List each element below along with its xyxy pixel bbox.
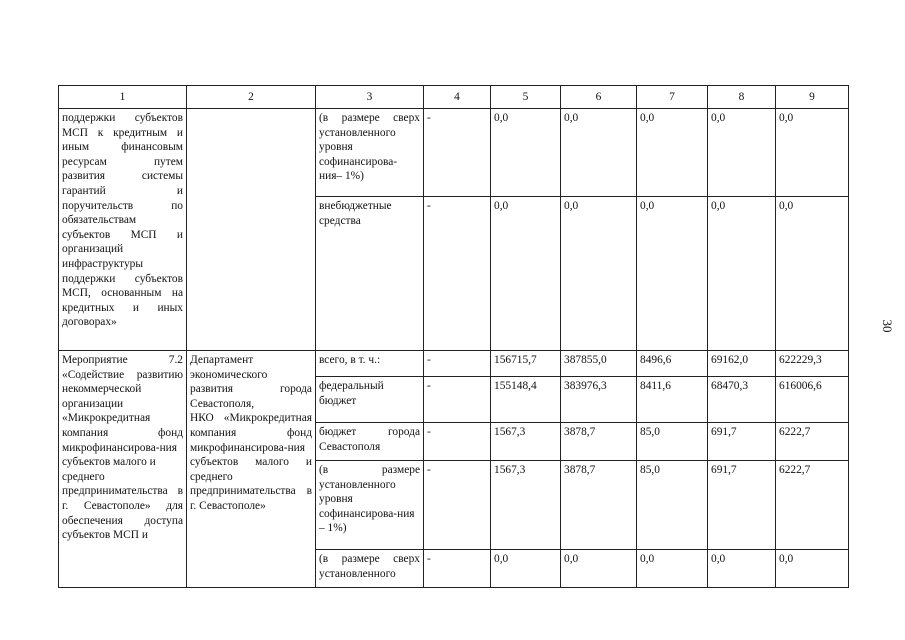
value-cell-col5: 0,0	[491, 550, 561, 588]
value-cell-col9: 616006,6	[776, 377, 849, 423]
value-cell-col4: -	[424, 461, 491, 550]
value-cell-col4: -	[424, 423, 491, 461]
value-cell-col6: 3878,7	[561, 423, 637, 461]
value-cell-col8: 69162,0	[708, 351, 776, 377]
value-cell-col7: 85,0	[637, 461, 708, 550]
value-cell-col5: 0,0	[491, 197, 561, 351]
value-cell-col7: 0,0	[637, 109, 708, 197]
value-cell-col5: 1567,3	[491, 423, 561, 461]
header-cell-3: 3	[316, 86, 424, 109]
value-cell-col8: 0,0	[708, 550, 776, 588]
header-cell-4: 4	[424, 86, 491, 109]
funding-source-cell: внебюджетные средства	[316, 197, 424, 351]
header-cell-7: 7	[637, 86, 708, 109]
table-row	[59, 351, 849, 377]
value-cell-col6: 387855,0	[561, 351, 637, 377]
value-cell-col7: 8411,6	[637, 377, 708, 423]
measure-description-cell: поддержки субъектов МСП к кредитным и иным финансовым ресурсам путем развития системы гарантий и поручительств по обязательствам субъектов МСП и организаций инфраструктуры поддержки субъектов МСП, основанным на кредитных и иных договорах»	[59, 109, 187, 351]
value-cell-col9: 6222,7	[776, 461, 849, 550]
value-cell-col8: 68470,3	[708, 377, 776, 423]
value-cell-col4: -	[424, 377, 491, 423]
value-cell-col4: -	[424, 197, 491, 351]
executor-cell	[187, 109, 316, 351]
value-cell-col6: 0,0	[561, 550, 637, 588]
value-cell-col6: 0,0	[561, 197, 637, 351]
value-cell-col7: 0,0	[637, 197, 708, 351]
value-cell-col7: 8496,6	[637, 351, 708, 377]
value-cell-col5: 1567,3	[491, 461, 561, 550]
value-cell-col5: 0,0	[491, 109, 561, 197]
value-cell-col8: 691,7	[708, 461, 776, 550]
funding-source-cell: (в размере установленного уровня софинансирова-ния – 1%)	[316, 461, 424, 550]
value-cell-col9: 0,0	[776, 550, 849, 588]
value-cell-col5: 156715,7	[491, 351, 561, 377]
value-cell-col4: -	[424, 550, 491, 588]
value-cell-col7: 85,0	[637, 423, 708, 461]
value-cell-col8: 691,7	[708, 423, 776, 461]
header-cell-2: 2	[187, 86, 316, 109]
value-cell-col6: 3878,7	[561, 461, 637, 550]
funding-source-cell: (в размере сверх установленного	[316, 550, 424, 588]
value-cell-col9: 0,0	[776, 197, 849, 351]
page-number: 30	[880, 319, 895, 333]
value-cell-col4: -	[424, 109, 491, 197]
value-cell-col8: 0,0	[708, 197, 776, 351]
value-cell-col8: 0,0	[708, 109, 776, 197]
value-cell-col6: 383976,3	[561, 377, 637, 423]
program-table	[58, 85, 849, 588]
header-row	[59, 86, 849, 109]
header-cell-8: 8	[708, 86, 776, 109]
funding-source-cell: федеральный бюджет	[316, 377, 424, 423]
executor-cell: Департамент экономического развития города Севастополя, НКО «Микрокредитная компания фонд микрофинансирова-ния субъектов малого и среднего предпринимательства в г. Севастополе»	[187, 351, 316, 588]
header-cell-9: 9	[776, 86, 849, 109]
value-cell-col5: 155148,4	[491, 377, 561, 423]
value-cell-col9: 0,0	[776, 109, 849, 197]
funding-source-cell: всего, в т. ч.:	[316, 351, 424, 377]
table-row	[59, 109, 849, 197]
value-cell-col7: 0,0	[637, 550, 708, 588]
header-cell-6: 6	[561, 86, 637, 109]
header-cell-5: 5	[491, 86, 561, 109]
value-cell-col9: 6222,7	[776, 423, 849, 461]
funding-source-cell: бюджет города Севастополя	[316, 423, 424, 461]
value-cell-col4: -	[424, 351, 491, 377]
value-cell-col9: 622229,3	[776, 351, 849, 377]
measure-description-cell: Мероприятие 7.2 «Содействие развитию некоммерческой организации «Микрокредитная компания фонд микрофинансирова-ния субъектов малого и среднего предпринимательства в г. Севастополе» для обеспечения доступа субъектов МСП и	[59, 351, 187, 588]
funding-source-cell: (в размере сверх установленного уровня софинансирова-ния– 1%)	[316, 109, 424, 197]
value-cell-col6: 0,0	[561, 109, 637, 197]
header-cell-1: 1	[59, 86, 187, 109]
